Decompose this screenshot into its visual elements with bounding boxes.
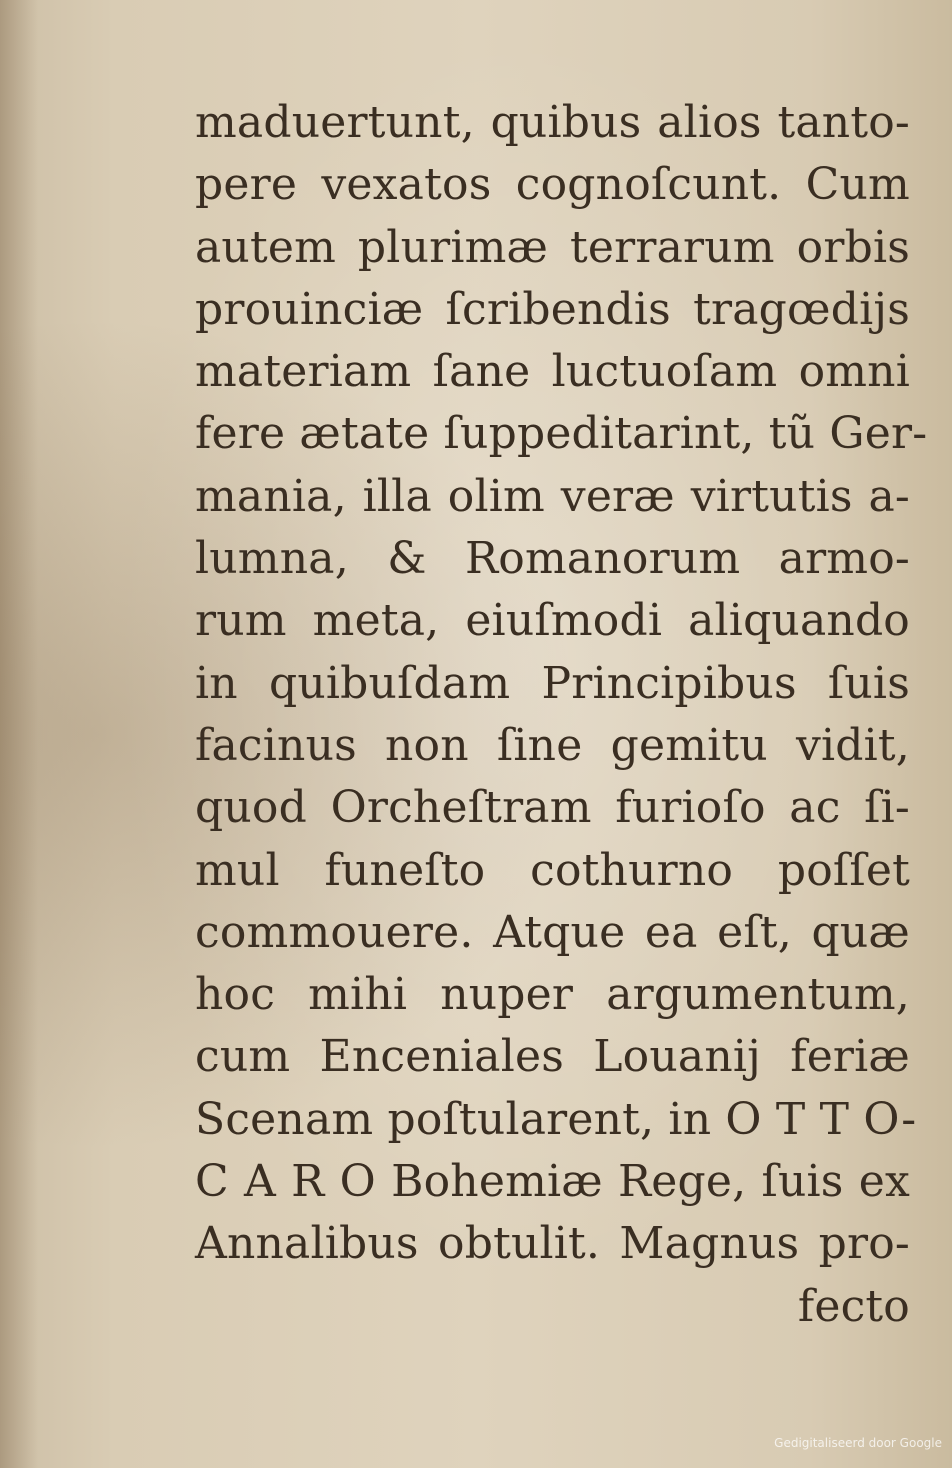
- text-line-4: prouinciæ ſcribendis tragœdijs: [195, 283, 910, 335]
- text-line-13: mul funeſto cothurno poſſet: [195, 844, 910, 896]
- text-line-17: Scenam poſtularent, in O T T O-: [195, 1093, 917, 1145]
- text-line-3: autem plurimæ terrarum orbis: [195, 221, 910, 273]
- page-gutter-shadow: [0, 0, 38, 1468]
- text-line-18: C A R O Bohemiæ Rege, ſuis ex: [195, 1156, 910, 1208]
- text-line-10: in quibuſdam Principibus ſuis: [195, 657, 910, 709]
- text-line-14: commouere. Atque ea eſt, quæ: [195, 906, 910, 958]
- digitization-watermark: Gedigitaliseerd door Google: [774, 1436, 942, 1450]
- text-line-16: cum Enceniales Louanij feriæ: [195, 1031, 910, 1083]
- text-line-19: Annalibus obtulit. Magnus pro-: [195, 1218, 910, 1270]
- text-line-7: mania, illa olim veræ virtutis a-: [195, 470, 910, 522]
- text-line-1: maduertunt, quibus alios tanto-: [195, 97, 910, 148]
- text-line-6: fere ætate ſuppeditarint, tũ Ger-: [195, 408, 928, 460]
- text-line-5: materiam ſane luctuoſam omni: [195, 346, 910, 398]
- text-line-15: hoc mihi nuper argumentum,: [195, 969, 910, 1021]
- text-line-11: facinus non ſine gemitu vidit,: [195, 719, 910, 771]
- text-line-8: lumna, & Romanorum armo-: [195, 533, 910, 585]
- text-line-2: pere vexatos cognoſcunt. Cum: [195, 159, 910, 211]
- latin-text-block: [195, 92, 928, 1338]
- catchword: fecto: [797, 1280, 910, 1332]
- text-line-9: rum meta, eiuſmodi aliquando: [195, 595, 910, 647]
- text-line-12: quod Orcheſtram furioſo ac ſi-: [195, 782, 910, 834]
